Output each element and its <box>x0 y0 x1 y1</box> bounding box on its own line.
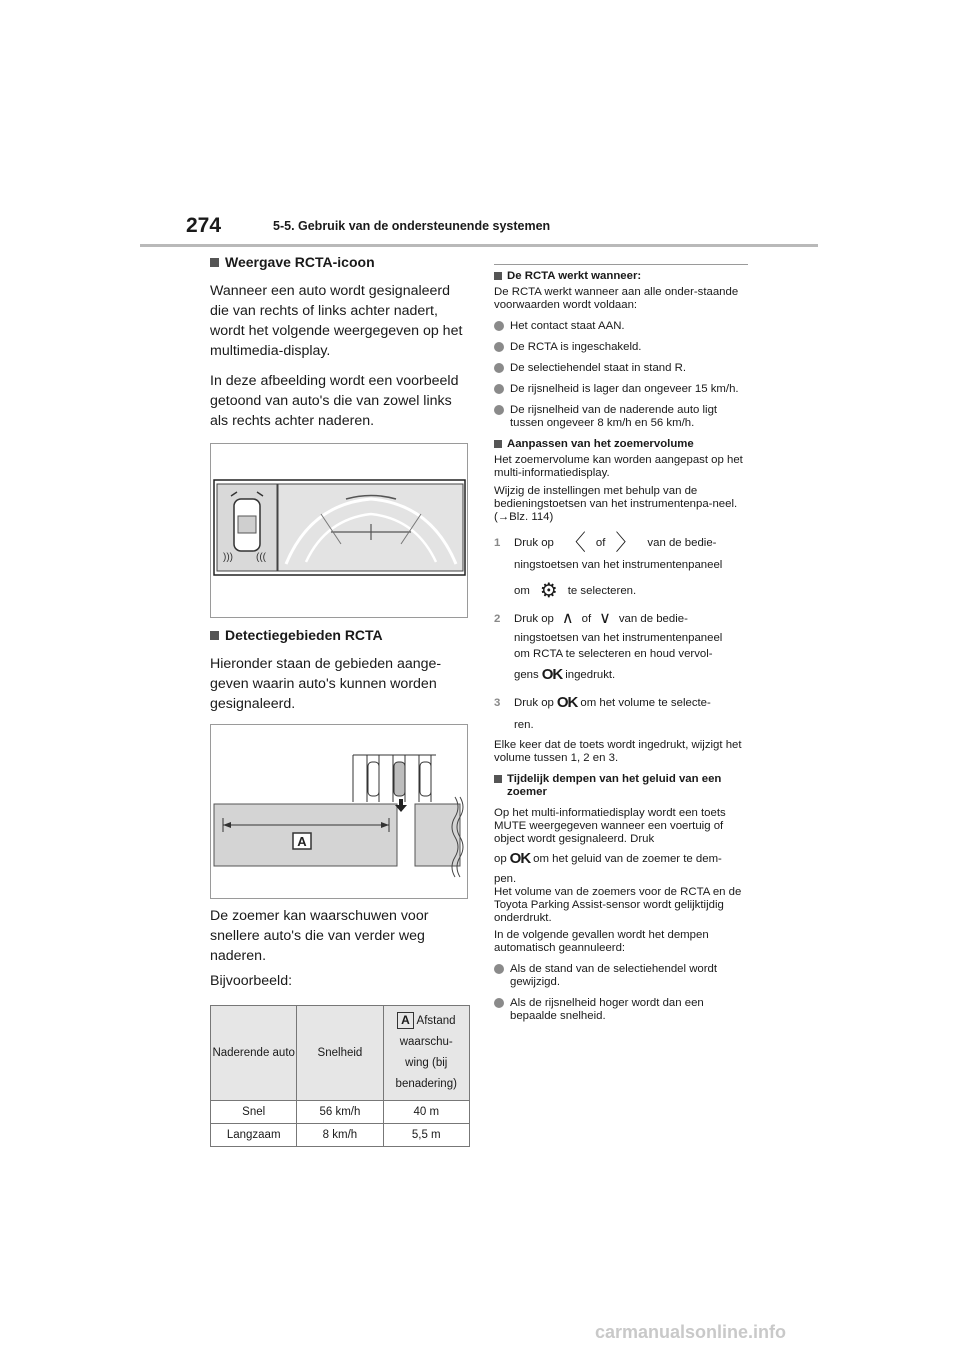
area-label: A <box>297 834 307 849</box>
table-header-cell: Snelheid <box>297 1006 383 1101</box>
round-bullet-icon <box>494 363 504 373</box>
round-bullet-icon <box>494 321 504 331</box>
paragraph: Op het multi-informatiedisplay wordt een toets MUTE weergegeven wanneer een voertuig of object wordt gesignaleerd. Druk <box>494 807 726 845</box>
chevron-up-icon: ∧ <box>561 610 574 627</box>
chevron-left-icon: 〈 <box>563 530 586 555</box>
gear-icon: ⚙ <box>539 580 558 602</box>
paragraph: Het volume van de zoemers voor de RCTA en de Toyota Parking Assist-sensor wordt gelijktijdig onderdrukt. <box>494 886 742 924</box>
square-bullet-icon <box>494 775 502 783</box>
section-heading-buzzer-volume: Aanpassen van het zoemervolume <box>494 438 752 451</box>
page-number: 274 <box>186 214 222 237</box>
square-bullet-icon <box>494 272 502 280</box>
square-bullet-icon <box>210 631 219 640</box>
paragraph: De zoemer kan waarschuwen voor snellere auto's die van verder weg naderen. <box>210 908 429 964</box>
step-2: 2 Druk op ∧ of ∨ van de bedie- ningstoetsen van het instrumentenpaneel om RCTA te selecteren en houd vervol- gens OK ingedrukt. <box>494 610 723 683</box>
chevron-down-icon: ∨ <box>599 610 611 627</box>
chapter-title: 5-5. Gebruik van de ondersteunende systemen <box>273 219 551 233</box>
watermark: carmanualsonline.info <box>595 1322 787 1342</box>
chevron-right-icon: 〉 <box>615 530 638 555</box>
paragraph: In deze afbeelding wordt een voorbeeld getoond van auto's die van zowel links als rechts achter naderen. <box>210 373 459 429</box>
table-cell: 8 km/h <box>297 1124 383 1147</box>
section-heading-rcta-icon <box>210 254 472 271</box>
detection-area-illustration <box>211 725 467 898</box>
square-bullet-icon <box>210 258 219 267</box>
header-rule <box>140 244 818 247</box>
paragraph: In de volgende gevallen wordt het dempen automatisch geannuleerd: <box>494 929 709 954</box>
buzzer-table <box>210 1005 470 1147</box>
svg-text:))): ))) <box>223 552 233 563</box>
detection-area-figure <box>210 724 468 899</box>
paragraph: pen. <box>494 873 517 885</box>
ok-icon: OK <box>541 666 563 683</box>
table-header-cell: Naderende auto <box>211 1006 297 1101</box>
ok-icon: OK <box>556 694 578 711</box>
paragraph: Bijvoorbeeld: <box>210 973 293 989</box>
table-cell: 40 m <box>383 1101 470 1124</box>
table-cell: Snel <box>211 1101 297 1124</box>
list-item: De rijsnelheid is lager dan ongeveer 15 km/h. <box>494 383 752 396</box>
round-bullet-icon <box>494 405 504 415</box>
table-header-cell: A Afstand waarschu- wing (bij benadering) <box>383 1006 470 1101</box>
list-item: Het contact staat AAN. <box>494 320 752 333</box>
round-bullet-icon <box>494 384 504 394</box>
paragraph: De RCTA werkt wanneer aan alle onder-staande voorwaarden wordt voldaan: <box>494 286 739 311</box>
paragraph: Elke keer dat de toets wordt ingedrukt, wijzigt het volume tussen 1, 2 en 3. <box>494 739 742 764</box>
ok-icon: OK <box>509 850 531 867</box>
paragraph: Wijzig de instellingen met behulp van de bedieningstoetsen van het instrumentenpa-neel. (→Blz. 114) <box>494 485 738 523</box>
paragraph: Het zoemervolume kan worden aangepast op het multi-informatiedisplay. <box>494 454 743 479</box>
round-bullet-icon <box>494 998 504 1008</box>
paragraph: Wanneer een auto wordt gesignaleerd die van rechts of links achter nadert, wordt het volgende weergegeven op het multimedia-display. <box>210 283 463 359</box>
paragraph: Hieronder staan de gebieden aange-geven waarin auto's kunnen worden gesignaleerd. <box>210 656 442 712</box>
list-item: De selectiehendel staat in stand R. <box>494 362 752 375</box>
left-column <box>210 254 472 1147</box>
section-title: Weergave RCTA-icoon <box>225 254 375 270</box>
round-bullet-icon <box>494 964 504 974</box>
list-item: Als de stand van de selectiehendel wordt gewijzigd. <box>494 963 752 989</box>
section-heading-detection-areas <box>210 627 472 644</box>
column-rule <box>494 264 748 265</box>
section-heading-rcta-works: De RCTA werkt wanneer: <box>494 270 752 283</box>
step-3: 3 Druk op OK om het volume te selecte- ren. <box>494 694 711 731</box>
table-row <box>211 1124 470 1147</box>
rcta-display-illustration <box>211 444 467 617</box>
list-item: Als de rijsnelheid hoger wordt dan een bepaalde snelheid. <box>494 997 752 1023</box>
square-bullet-icon <box>494 440 502 448</box>
list-item: De rijsnelheid van de naderende auto ligt tussen ongeveer 8 km/h en 56 km/h. <box>494 404 752 430</box>
section-title: Detectiegebieden RCTA <box>225 627 383 643</box>
right-column: De RCTA werkt wanneer: De RCTA werkt wanneer aan alle onder-staande voorwaarden wordt voldaan: Het contact staat AAN. De RCTA is ingeschakeld. De selectiehendel staat in stand R. De rijsnelheid is lager dan ongeveer 15 km/h. De rijsnelheid van de naderende auto ligt tussen ongeveer 8 km/h en 56 km/h. Aanpassen van het zoemervolume Het zoemervolume kan worden aangepast op het multi-informatiedisplay. Wijzig de instellingen met behulp van de bedieningstoetsen van het instrumentenpa-neel. (→Blz. 114) 1 Druk op 〈 of 〉 van de bedie- ningstoetsen van het instrumentenpaneel om ⚙ te selecteren. 2 Druk op ∧ of ∨ van de bedie- ningstoetsen van het instrumentenpaneel om RCTA te selecteren en houd vervol- gens OK ingedrukt. 3 Druk op OK om het volume te selecte- ren. Elke keer dat de toets wordt ingedrukt, wijzigt het volume tussen 1, 2 en 3. Tijdelijk dempen van het geluid van een zoemer Op het multi-informatiedisplay wordt een toets MUTE weergegeven wanneer een voertuig of object wordt gesignaleerd. Druk op OK om het geluid van de zoemer te dem- pen. Het volume van de zoemers voor de RCTA en de Toyota Parking Assist-sensor wordt gelijktijdig onderdrukt. In de volgende gevallen wordt het dempen automatisch geannuleerd: Als de stand van de selectiehendel wordt gewijzigd. Als de rijsnelheid hoger wordt dan een bepaalde snelheid. <box>494 264 752 1023</box>
area-a-label: A <box>397 1012 414 1029</box>
round-bullet-icon <box>494 342 504 352</box>
table-header-row <box>211 1006 470 1101</box>
table-cell: 56 km/h <box>297 1101 383 1124</box>
rcta-display-figure <box>210 443 468 618</box>
table-row <box>211 1101 470 1124</box>
step-1: 1 Druk op 〈 of 〉 van de bedie- ningstoetsen van het instrumentenpaneel om ⚙ te selecteren. <box>494 530 723 602</box>
section-heading-mute: Tijdelijk dempen van het geluid van een zoemer <box>494 773 752 799</box>
table-cell: 5,5 m <box>383 1124 470 1147</box>
list-item: De RCTA is ingeschakeld. <box>494 341 752 354</box>
table-cell: Langzaam <box>211 1124 297 1147</box>
svg-text:(((: ((( <box>256 552 266 563</box>
